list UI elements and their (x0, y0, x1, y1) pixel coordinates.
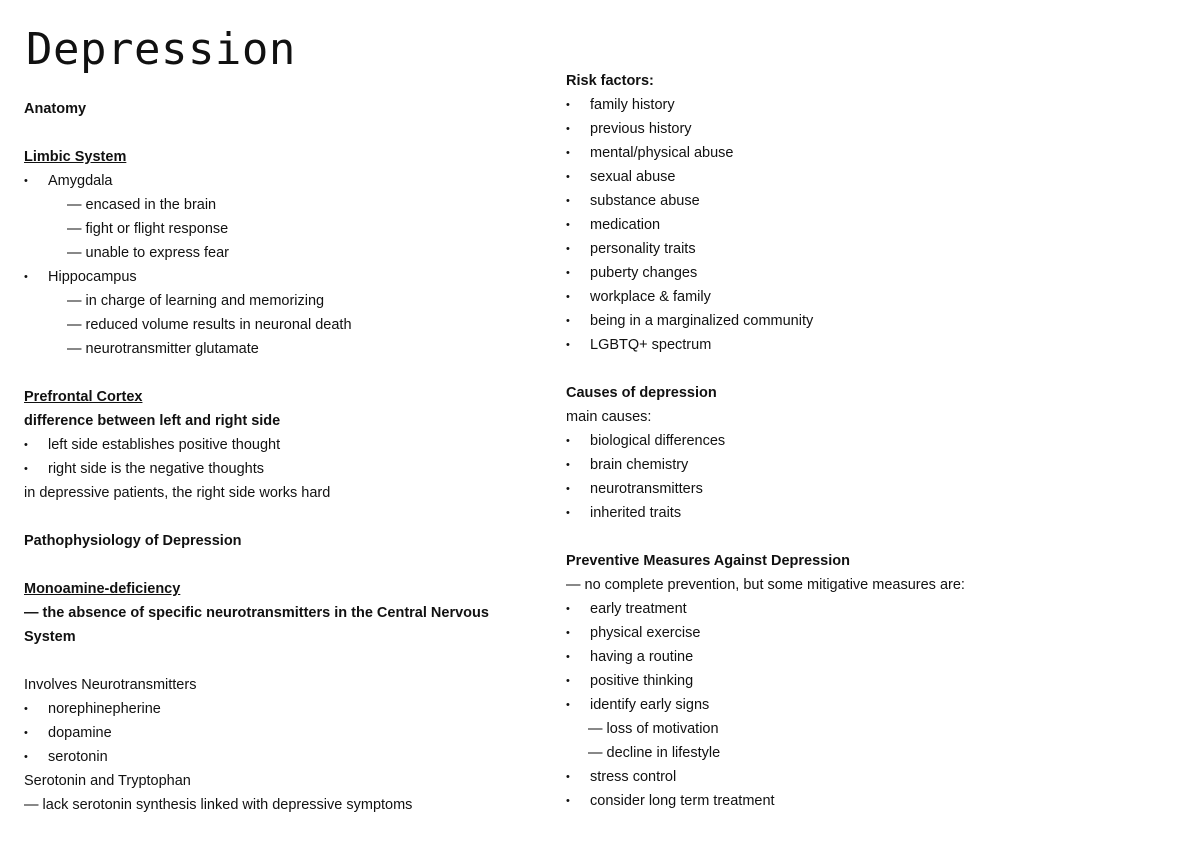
page-title: Depression (26, 24, 296, 75)
causes-heading: Causes of depression (566, 385, 717, 401)
prefrontal-subheading: difference between left and right side (24, 413, 281, 429)
list-item: • early treatment (566, 597, 1166, 621)
list-item: • substance abuse (566, 189, 1166, 213)
list-subitem: — decline in lifestyle (588, 745, 721, 761)
prefrontal-note: in depressive patients, the right side works hard (24, 485, 331, 501)
risk-factors-heading: Risk factors: (566, 73, 654, 89)
list-item: • consider long term treatment (566, 789, 1166, 813)
list-subitem: — in charge of learning and memorizing (67, 293, 325, 309)
right-column (566, 69, 1166, 813)
list-item: • medication (566, 213, 1166, 237)
list-subitem: — neurotransmitter glutamate (67, 341, 259, 357)
list-item: • neurotransmitters (566, 477, 1166, 501)
causes-subheading: main causes: (566, 409, 652, 425)
list-item: • workplace & family (566, 285, 1166, 309)
list-item: • puberty changes (566, 261, 1166, 285)
serotonin-note: — lack serotonin synthesis linked with depressive symptoms (24, 797, 413, 813)
list-item: • positive thinking (566, 669, 1166, 693)
list-subitem: — loss of motivation (588, 721, 719, 737)
list-subitem: — reduced volume results in neuronal death (67, 317, 352, 333)
limbic-system-heading: Limbic System (24, 149, 127, 165)
list-item: • right side is the negative thoughts (24, 457, 524, 481)
list-item: • inherited traits (566, 501, 1166, 525)
list-item: • being in a marginalized community (566, 309, 1166, 333)
serotonin-tryptophan: Serotonin and Tryptophan (24, 773, 191, 789)
list-item: • personality traits (566, 237, 1166, 261)
list-subitem: — fight or flight response (67, 221, 229, 237)
list-item: • sexual abuse (566, 165, 1166, 189)
list-item: • serotonin (24, 745, 524, 769)
list-item: • Hippocampus (24, 265, 524, 289)
left-column (24, 97, 524, 817)
monoamine-description-cont: System (24, 629, 76, 645)
list-item: • stress control (566, 765, 1166, 789)
preventive-heading: Preventive Measures Against Depression (566, 553, 850, 569)
list-item: • left side establishes positive thought (24, 433, 524, 457)
list-item: • identify early signs (566, 693, 1166, 717)
list-subitem: — encased in the brain (67, 197, 217, 213)
list-item: • LGBTQ+ spectrum (566, 333, 1166, 357)
prefrontal-cortex-heading: Prefrontal Cortex (24, 389, 143, 405)
list-item: • physical exercise (566, 621, 1166, 645)
list-item: • dopamine (24, 721, 524, 745)
pathophysiology-heading: Pathophysiology of Depression (24, 533, 242, 549)
list-item: • having a routine (566, 645, 1166, 669)
list-item: • biological differences (566, 429, 1166, 453)
anatomy-heading: Anatomy (24, 101, 87, 117)
list-item: • previous history (566, 117, 1166, 141)
list-item: • brain chemistry (566, 453, 1166, 477)
preventive-subheading: — no complete prevention, but some mitigative measures are: (566, 577, 965, 593)
list-item: • norephinepherine (24, 697, 524, 721)
list-item: • family history (566, 93, 1166, 117)
list-item: • Amygdala (24, 169, 524, 193)
monoamine-description: — the absence of specific neurotransmitters in the Central Nervous (24, 605, 489, 621)
monoamine-heading: Monoamine-deficiency (24, 581, 181, 597)
involves-neurotransmitters: Involves Neurotransmitters (24, 677, 197, 693)
list-item: • mental/physical abuse (566, 141, 1166, 165)
list-subitem: — unable to express fear (67, 245, 230, 261)
